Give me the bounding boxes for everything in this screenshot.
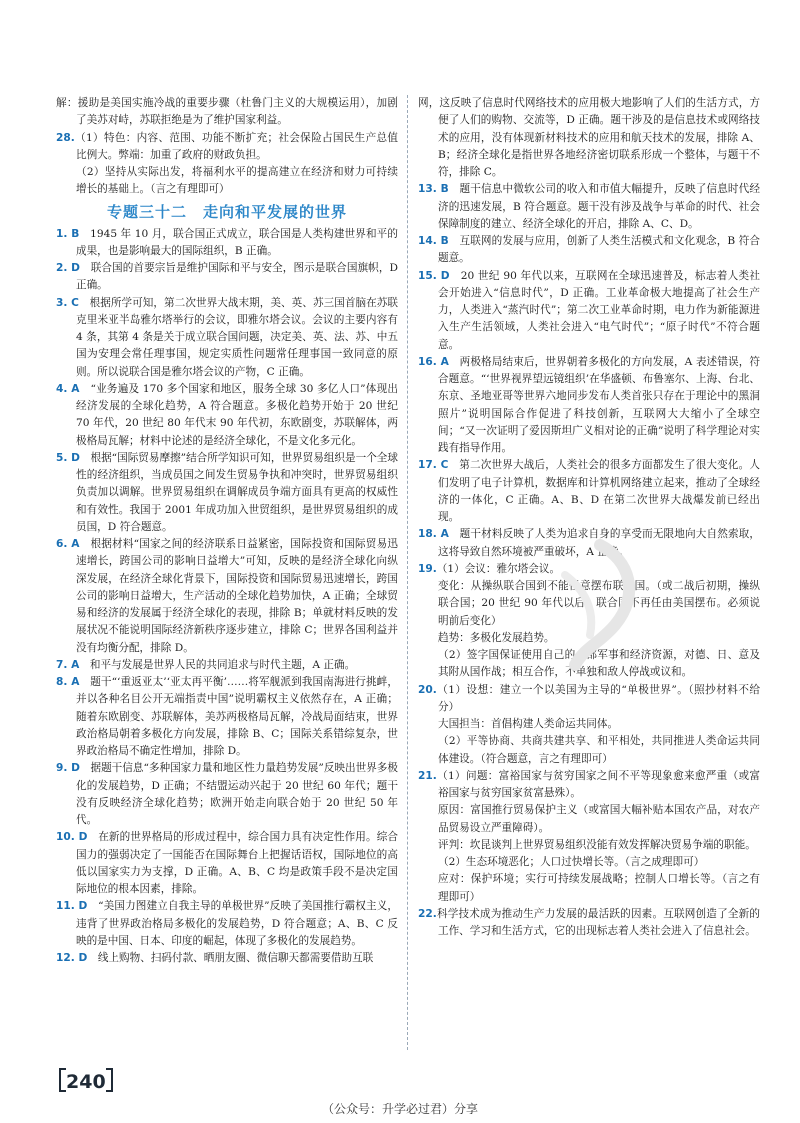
answer-text: 第二次世界大战后，人类社会的很多方面都发生了很大变化。人们发明了电子计算机，数据库和计算机网络建立起来，推动了全球经济的一体化，C 正确。A、B、D 在第二次世界大战爆发前已经出现。 bbox=[438, 459, 761, 523]
answer-item bbox=[418, 837, 760, 854]
answer-text: 题干材料反映了人类为追求自身的享受而无限地向大自然索取，这将导致自然环境被严重破坏，A 正确。 bbox=[438, 528, 761, 558]
answer-text: 变化：从操纵联合国到不能任意摆布联合国。（或二战后初期，操纵联合国；20 世纪 90 年代以后，联合国不再任由美国摆布。必须说明前后变化） bbox=[438, 580, 760, 627]
answer-item bbox=[418, 716, 760, 733]
answer-text: 大国担当：首倡构建人类命运共同体。 bbox=[438, 718, 619, 730]
answer-number: 11. D bbox=[56, 900, 88, 913]
answer-item bbox=[418, 457, 760, 526]
answer-number: 1. B bbox=[56, 227, 80, 240]
answer-text: 应对：保护环境；实行可持续发展战略；控制人口增长等。（言之有理即可） bbox=[438, 873, 760, 903]
answer-number: 17. C bbox=[418, 459, 449, 472]
watermark-logo bbox=[545, 535, 655, 675]
answer-text: 趋势：多极化发展趋势。 bbox=[438, 631, 555, 644]
answer-text: “业务遍及 170 多个国家和地区，服务全球 30 多亿人口”体现出经济发展的全球化趋势，A 符合题意。多极化趋势开始于 20 世纪 70 年代，20 世纪 80 年代末 90 年代初，东欧剧变，苏联解体，两极格局瓦解；材料中论述的是经济全球化，不是文化多元化。 bbox=[76, 382, 398, 447]
answer-number: 18. A bbox=[418, 528, 449, 541]
answer-item bbox=[418, 802, 760, 837]
answer-text: 两极格局结束后，世界朝着多极化的方向发展，A 表述错误，符合题意。“‘世界视界望远镜组织’在华盛顿、布鲁塞尔、上海、台北、东京、圣地亚哥等世界六地同步发布人类首张只存在于理论中的黑洞照片”说明国际合作促进了科技创新，互联网大大缩小了全球空间；“又一次证明了爱因斯坦广义相对论的正确”说明了科学理论对实践有指导作用。 bbox=[438, 355, 761, 454]
answer-item bbox=[56, 674, 398, 760]
answer-text: （2）签字国保证使用自己的全部军事和经济资源，对德、日、意及其附从国作战；相互合作，不单独和敌人停战或议和。 bbox=[438, 649, 760, 679]
answer-text: 根据所学可知，第二次世界大战末期，美、英、苏三国首脑在苏联克里米亚半岛雅尔塔举行的会议，即雅尔塔会议。会议的主要内容有 4 条，其第 4 条是关于成立联合国问题，决定美、英、法、苏、中五国为安理会常任理事国，规定实质性问题常任理事国一致同意的原则。所以说联合国是雅尔塔会议的产物，C 正确。 bbox=[76, 296, 399, 378]
answer-item bbox=[418, 733, 760, 768]
answer-text: （1）问题：富裕国家与贫穷国家之间不平等现象愈来愈严重（或富裕国家与贫穷国家贫富悬殊）。 bbox=[436, 769, 760, 799]
answer-text: 网，这反映了信息时代网络技术的应用极大地影响了人们的生活方式，方便了人们的购物、交流等，D 正确。题干涉及的是信息技术或网络技术的应用，没有体现新材料技术的应用和航天技术的发展，排除 A、B；经济全球化是指世界各地经济密切联系形成一个整体，与题干不符，排除 C。 bbox=[418, 97, 760, 178]
answer-text: （2）坚持从实际出发，将福利水平的提高建立在经济和财力可持续增长的基础上。（言之有理即可） bbox=[76, 166, 398, 196]
answer-item bbox=[56, 95, 398, 130]
answer-item bbox=[56, 657, 398, 674]
answer-number: 14. B bbox=[418, 235, 449, 247]
answer-text: （1）设想：建立一个以美国为主导的“单极世界”。（照抄材料不给分） bbox=[436, 683, 760, 713]
answer-number: 4. A bbox=[56, 382, 80, 395]
answer-item bbox=[418, 95, 760, 181]
answer-item bbox=[56, 260, 398, 295]
answer-text: 根据“国际贸易摩擦”结合所学知识可知，世界贸易组织是一个全球性的经济组织，当成员国之间发生贸易争执和冲突时，世界贸易组织负责加以调解。世界贸易组织在调解成员争端方面具有更高的权威性和有效性。我国于 2001 年成功加入世贸组织，是世界贸易组织的成员国，D 符合题意。 bbox=[76, 451, 398, 533]
answer-item bbox=[418, 268, 760, 354]
answer-number: 3. C bbox=[56, 296, 79, 309]
answer-item bbox=[418, 854, 760, 871]
page-number: 240 bbox=[56, 1068, 116, 1093]
answer-number: 20. bbox=[418, 683, 437, 696]
answer-text: （2）平等协商、共商共建共享、和平相处，共同推进人类命运共同体建设。（符合题意，言之有理即可） bbox=[438, 735, 760, 765]
answer-item bbox=[56, 164, 398, 199]
right-column bbox=[418, 95, 760, 940]
answer-number: 19. bbox=[418, 562, 437, 575]
answer-number: 8. A bbox=[56, 676, 80, 688]
answer-text: 题干信息中微软公司的收入和市值大幅提升，反映了信息时代经济的迅速发展，B 符合题意。题干没有涉及战争与革命的时代、社会保障制度的建立、经济全球化的开启，排除 A、C、D。 bbox=[438, 183, 760, 230]
answer-item bbox=[56, 295, 398, 381]
answer-text: 线上购物、扫码付款、晒朋友圈、微信聊天都需要借助互联 bbox=[87, 952, 374, 964]
answer-number: 2. D bbox=[56, 262, 80, 274]
answer-text: 科学技术成为推动生产力发展的最活跃的因素。互联网创造了全新的工作、学习和生活方式，它的出现标志着人类社会进入了信息社会。 bbox=[436, 907, 760, 937]
answer-number: 12. D bbox=[56, 952, 88, 964]
answer-number: 10. D bbox=[56, 831, 88, 844]
answer-number: 21. bbox=[418, 769, 437, 782]
answer-item bbox=[56, 829, 398, 898]
answer-text: （1）特色：内容、范围、功能不断扩充；社会保险占国民生产总值比例大。弊端：加重了政府的财政负担。 bbox=[74, 131, 398, 161]
answer-item bbox=[418, 906, 760, 941]
answer-item bbox=[418, 682, 760, 717]
answer-text: 1945 年 10 月，联合国正式成立，联合国是人类构建世界和平的成果，也是影响最大的国际组织，B 正确。 bbox=[76, 227, 398, 257]
answer-item bbox=[56, 760, 398, 829]
answer-number: 16. A bbox=[418, 355, 449, 368]
answer-number: 13. B bbox=[418, 183, 449, 196]
answer-text: 评判：坎昆谈判上世界贸易组织没能有效发挥解决贸易争端的职能。 bbox=[438, 838, 756, 851]
answer-text: “美国力图建立自我主导的单极世界”反映了美国推行霸权主义，违背了世界政治格局多极化的发展趋势，D 符合题意；A、B、C 反映的是中国、日本、印度的崛起，体现了多极化的发展趋势。 bbox=[76, 900, 398, 947]
answer-text: 根据材料“国家之间的经济联系日益紧密，国际投资和国际贸易迅速增长，跨国公司的影响日益增大”可知，反映的是经济全球化向纵深发展，在经济全球化背景下，国际投资和国际贸易迅速增长，跨国公司的影响日益增大，生产活动的全球化趋势加快，A 正确；全球贸易和经济的发展属于经济全球化的表现，排除 B；单就材料反映的发展状况不能说明国际经济新秩序逐步建立，排除 C；世界各国利益并没有均衡分配，排除 D。 bbox=[76, 538, 398, 654]
left-column bbox=[56, 95, 398, 967]
answer-item bbox=[56, 381, 398, 450]
answer-item bbox=[418, 354, 760, 458]
answer-number: 28. bbox=[56, 131, 75, 144]
answer-item bbox=[418, 233, 760, 268]
footer-credit: （公众号：升学必过君）分享 bbox=[321, 1102, 478, 1116]
answer-item bbox=[56, 130, 398, 165]
answer-number: 22. bbox=[418, 907, 437, 920]
answer-text: 联合国的首要宗旨是维护国际和平与安全，图示是联合国旗帜，D 正确。 bbox=[76, 262, 398, 292]
answer-number: 15. D bbox=[418, 269, 450, 282]
answer-text: 在新的世界格局的形成过程中，综合国力具有决定性作用。综合国力的强弱决定了一国能否在国际舞台上把握话语权，国际地位的高低以国家实力为支撑，D 正确。A、B、C 均是政策手段不是决定国际地位的根本因素，排除。 bbox=[76, 831, 399, 895]
answer-number: 5. D bbox=[56, 451, 80, 464]
answer-number: 7. A bbox=[56, 658, 80, 671]
answer-item bbox=[418, 768, 760, 803]
answer-text: 和平与发展是世界人民的共同追求与时代主题，A 正确。 bbox=[79, 658, 356, 671]
answer-text: 互联网的发展与应用，创新了人类生活模式和文化观念，B 符合题意。 bbox=[438, 235, 760, 265]
answer-item bbox=[56, 950, 398, 967]
section-title: 专题三十二 走向和平发展的世界 bbox=[106, 202, 347, 221]
answer-text: 题干“‘重返亚太’‘亚太再平衡’……将军舰派到我国南海进行挑衅，并以各种名目公开无端指责中国”说明霸权主义依然存在，A 正确；随着东欧剧变、苏联解体，美苏两极格局瓦解，冷战局面结束，世界政治格局朝着多极化方向发展，排除 B、C；国际关系错综复杂，世界政治格局不确定性增加，排除 D。 bbox=[76, 676, 398, 757]
answer-text: （2）生态环境恶化；人口过快增长等。（言之成理即可） bbox=[438, 856, 705, 868]
answer-number: 6. A bbox=[56, 538, 80, 550]
answer-number: 9. D bbox=[56, 762, 80, 775]
answer-item bbox=[56, 898, 398, 950]
answer-item bbox=[56, 536, 398, 657]
answer-item bbox=[418, 871, 760, 906]
answer-text: 原因：富国推行贸易保护主义（或富国大幅补贴本国农产品，对农产品贸易设立严重障碍）。 bbox=[438, 804, 760, 834]
answer-item bbox=[418, 181, 760, 233]
answer-item bbox=[56, 226, 398, 261]
answer-text: 据题干信息“多种国家力量和地区性力量趋势发展”反映出世界多极化的发展趋势，D 正确；不结盟运动兴起于 20 世纪 60 年代；题干没有反映经济全球化趋势；欧洲开始走向联合始于 20 世纪 50 年代。 bbox=[76, 762, 398, 826]
answer-item bbox=[56, 450, 398, 536]
answer-text: （1）会议：雅尔塔会议。 bbox=[436, 562, 561, 575]
answer-text: 20 世纪 90 年代以来，互联网在全球迅速普及，标志着人类社会开始进入“信息时代”，D 正确。工业革命极大地提高了社会生产力，人类进入“蒸汽时代”；第二次工业革命时期，电力作为新能源进入生产生活领域，人类社会进入“电气时代”；“原子时代”不符合题意。 bbox=[438, 269, 761, 351]
answer-text: 解：援助是美国实施冷战的重要步骤（杜鲁门主义的大规模运用），加剧了美苏对峙，苏联拒绝是为了维护国家利益。 bbox=[56, 97, 398, 127]
column-divider bbox=[407, 95, 408, 1050]
